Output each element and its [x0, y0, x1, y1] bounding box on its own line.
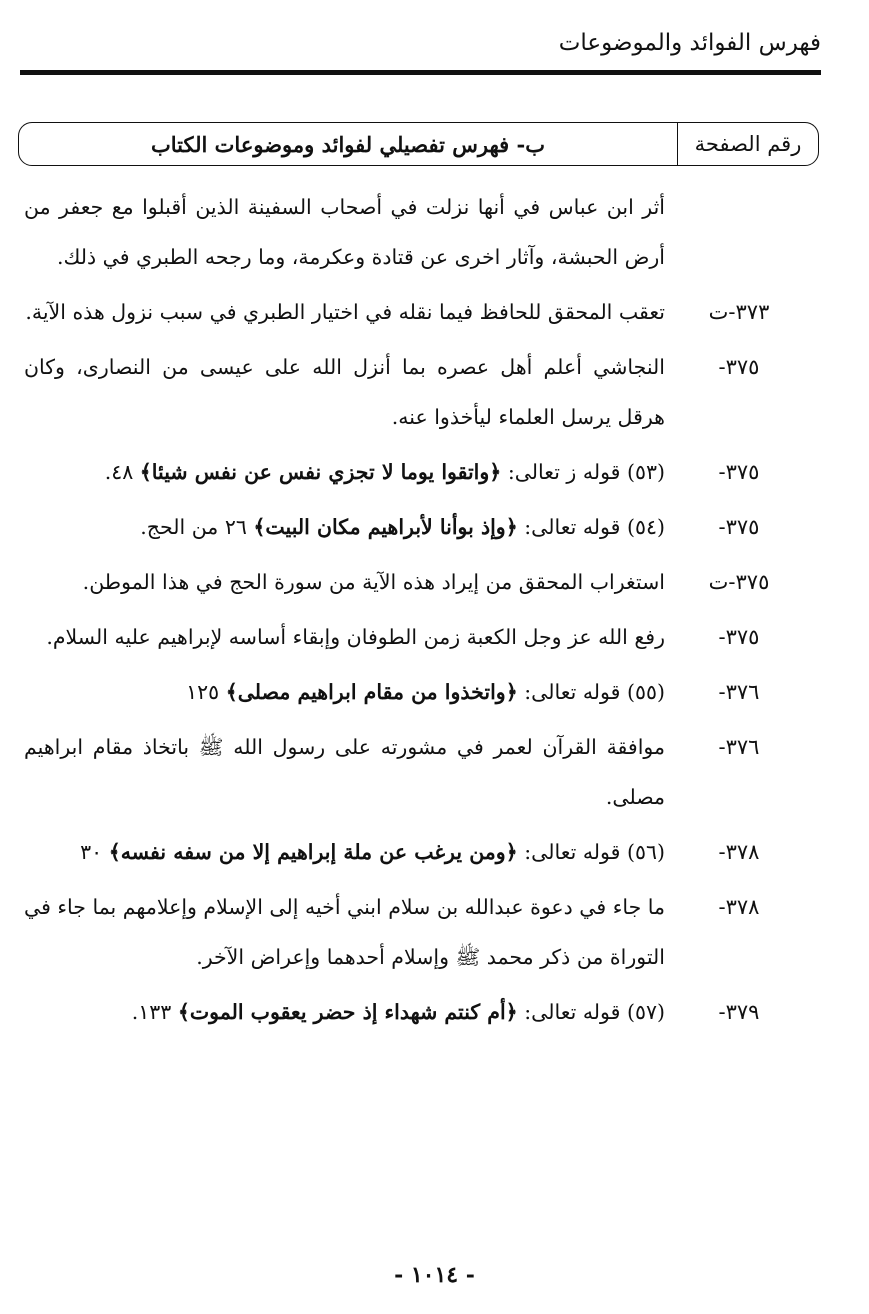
entry-text: رفع الله عز وجل الكعبة زمن الطوفان وإبقاء أساسه لإبراهيم عليه السلام. [46, 625, 665, 649]
index-entry [24, 502, 813, 552]
entry-page-ref: ٣٧٥- [718, 625, 760, 649]
entry-page-ref: ٣٧٦- [718, 735, 760, 759]
index-entry [24, 827, 813, 877]
index-entry [24, 722, 813, 822]
index-title: ب- فهرس تفصيلي لفوائد وموضوعات الكتاب [151, 131, 545, 157]
entry-page-ref: ٣٧٦- [718, 680, 760, 704]
entry-page-ref: ٣٧٥-ت [708, 570, 770, 594]
index-entry [24, 447, 813, 497]
index-entry [24, 342, 813, 442]
entry-page-ref: ٣٧٥- [718, 515, 760, 539]
entry-page-ref: ٣٧٨- [718, 895, 760, 919]
index-entry [24, 667, 813, 717]
index-header-box [18, 122, 819, 166]
index-entries [24, 182, 813, 1042]
entry-text: (٥٥) قوله تعالى: ﴿واتخذوا من مقام ابراهيم مصلى﴾ ١٢٥ [186, 680, 665, 704]
index-entry [24, 612, 813, 662]
entry-page-ref: ٣٧٥- [718, 460, 760, 484]
header-rule [20, 70, 821, 75]
entry-text: أثر ابن عباس في أنها نزلت في أصحاب السفينة الذين أقبلوا مع جعفر من أرض الحبشة، وآثار اخرى عن قتادة وعكرمة، وما رجحه الطبري في ذلك. [24, 195, 665, 269]
entry-page-ref: ٣٧٨- [718, 840, 760, 864]
entry-text: (٥٤) قوله تعالى: ﴿وإذ بوأنا لأبراهيم مكان البيت﴾ ٢٦ من الحج. [140, 515, 665, 539]
page-number: - ١٠١٤ - [394, 1262, 475, 1288]
index-entry [24, 557, 813, 607]
entry-text: موافقة القرآن لعمر في مشورته على رسول الله ﷺ باتخاذ مقام ابراهيم مصلى. [24, 735, 665, 809]
entry-page-ref: ٣٧٥- [718, 355, 760, 379]
page-number-column-label: رقم الصفحة [677, 123, 818, 165]
entry-text: النجاشي أعلم أهل عصره بما أنزل الله على عيسى من النصارى، وكان هرقل يرسل العلماء ليأخذوا عنه. [24, 355, 665, 429]
entry-text: (٥٦) قوله تعالى: ﴿ومن يرغب عن ملة إبراهيم إلا من سفه نفسه﴾ ٣٠ [80, 840, 665, 864]
entry-text: (٥٧) قوله تعالى: ﴿أم كنتم شهداء إذ حضر يعقوب الموت﴾ ١٣٣. [131, 1000, 665, 1024]
entry-text: تعقب المحقق للحافظ فيما نقله في اختيار الطبري في سبب نزول هذه الآية. [25, 300, 665, 324]
index-entry [24, 287, 813, 337]
running-head: فهرس الفوائد والموضوعات [558, 30, 821, 56]
index-entry [24, 987, 813, 1037]
entry-page-ref: ٣٧٣-ت [708, 300, 770, 324]
entry-text: (٥٣) قوله ز تعالى: ﴿واتقوا يوما لا تجزي نفس عن نفس شيئا﴾ ٤٨. [104, 460, 665, 484]
index-entry [24, 182, 813, 282]
entry-page-ref [665, 182, 813, 282]
index-entry [24, 882, 813, 982]
entry-text: ما جاء في دعوة عبدالله بن سلام ابني أخيه إلى الإسلام وإعلامهم بما جاء في التوراة من ذكر محمد ﷺ وإسلام أحدهما وإعراض الآخر. [23, 895, 665, 969]
entry-page-ref: ٣٧٩- [718, 1000, 760, 1024]
entry-text: استغراب المحقق من إيراد هذه الآية من سورة الحج في هذا الموطن. [82, 570, 665, 594]
